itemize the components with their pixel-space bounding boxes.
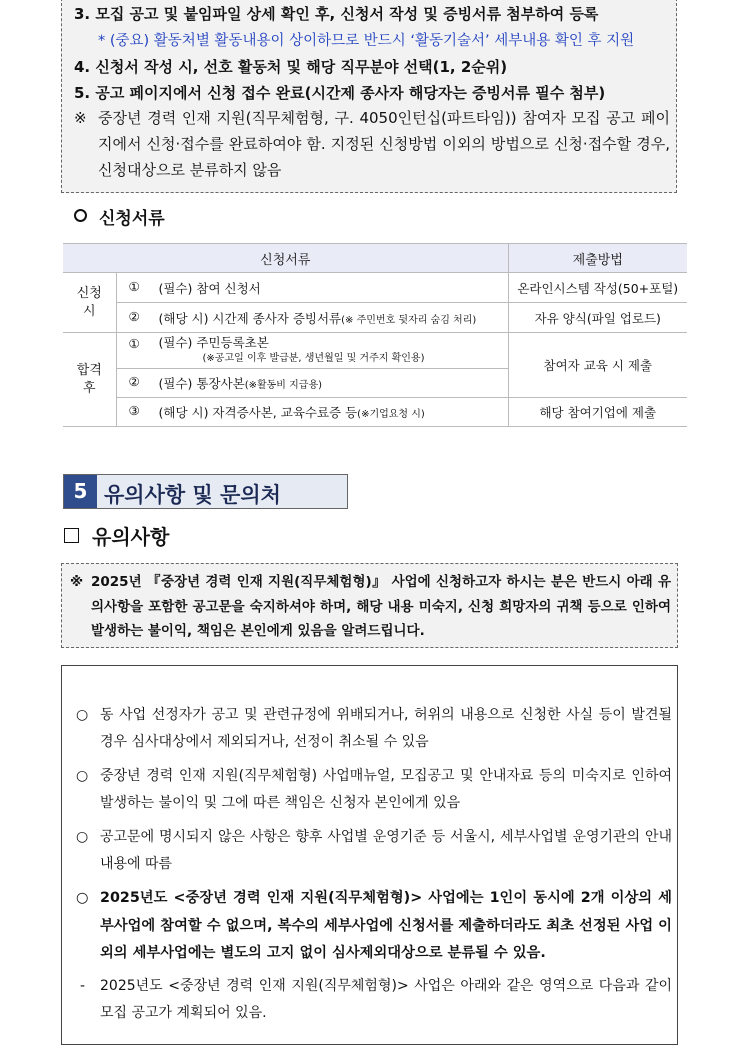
list-item: ○ 중장년 경력 인재 지원(직무체험형) 사업매뉴얼, 모집공고 및 안내자료 등의 미숙지로 인하여 발생하는 불이익 및 그에 따른 책임은 신청자 본인에게 있음	[76, 768, 672, 811]
step-4: 4. 신청서 작성 시, 선호 활동처 및 해당 직무분야 선택(1, 2순위)	[74, 58, 508, 76]
warning-box	[61, 563, 678, 648]
warning-mark: ※	[70, 574, 84, 590]
list-item: ○ 공고문에 명시되지 않은 사항은 향후 사업별 운영기준 등 서울시, 세부사업별 운영기관의 안내 내용에 따름	[76, 829, 672, 872]
step-3-note: * (중요) 활동처별 활동내용이 상이하므로 반드시 ‘활동기술서’ 세부내용 확인 후 지원	[98, 33, 635, 49]
section-5-header	[63, 474, 348, 509]
table-row: ② (필수) 통장사본(※활동비 지급용)	[63, 369, 687, 398]
section-title: 유의사항 및 문의처	[104, 483, 281, 507]
group-on-application: 신청시	[63, 273, 116, 333]
header-method: 제출방법	[508, 244, 687, 273]
step-5: 5. 공고 페이지에서 신청 접수 완료(시간제 종사자 해당자는 증빙서류 필수 첨부)	[74, 84, 606, 102]
dash-item: - 2025년도 <중장년 경력 인재 지원(직무체험형)> 사업은 아래와 같은 영역으로 다음과 같이 모집 공고가 계획되어 있음.	[80, 978, 672, 1021]
header-documents: 신청서류	[63, 244, 508, 273]
notes-box	[61, 665, 678, 1045]
table-row: ② (해당 시) 시간제 종사자 증빙서류(※ 주민번호 뒷자리 숨김 처리) 자유 양식(파일 업로드)	[63, 303, 687, 333]
group-after-pass: 합격후	[63, 333, 116, 427]
note-text: 중장년 경력 인재 지원(직무체험형, 구. 4050인턴십(파트타임)) 참여자 모집 공고 페이지에서 신청·접수를 완료하여야 함. 지정된 신청방법 이외의 방법으로 신청·접수할 경우, 신청대상으로 분류하지 않음	[98, 109, 670, 179]
square-bullet-icon	[64, 528, 79, 543]
documents-table	[63, 243, 687, 427]
application-note	[74, 105, 670, 183]
section-number: 5	[64, 475, 97, 508]
note-mark: ※	[74, 109, 87, 127]
step-3: 3. 모집 공고 및 붙임파일 상세 확인 후, 신청서 작성 및 증빙서류 첨부하여 등록	[74, 5, 599, 23]
application-steps-box	[61, 0, 677, 193]
warning-text: 2025년 『중장년 경력 인재 지원(직무체험형)』 사업에 신청하고자 하시는 분은 반드시 아래 유의사항을 포함한 공고문을 숙지하셔야 하며, 해당 내용 미숙지, 신청 희망자의 귀책 등으로 인하여 발생하는 불이익, 책임은 본인에게 있음을 알려드립니다.	[91, 574, 671, 639]
table-row: ③ (해당 시) 자격증사본, 교육수료증 등(※기업요청 시) 해당 참여기업에 제출	[63, 398, 687, 427]
table-header-row	[63, 244, 687, 273]
list-item: ○ 동 사업 선정자가 공고 및 관련규정에 위배되거나, 허위의 내용으로 신청한 사실 등이 발견될 경우 심사대상에서 제외되거나, 선정이 취소될 수 있음	[76, 707, 672, 750]
table-row: 신청시 ① (필수) 참여 신청서 온라인시스템 작성(50+포털)	[63, 273, 687, 303]
list-item-emphasis: ○ 2025년도 <중장년 경력 인재 지원(직무체험형)> 사업에는 1인이 동시에 2개 이상의 세부사업에 참여할 수 없으며, 복수의 세부사업에 신청서를 제출하더라도 최초 선정된 사업 이외의 세부사업에는 별도의 고지 없이 심사제외대상으로 분류될 수 있음.	[76, 890, 672, 961]
documents-heading: 신청서류	[74, 204, 165, 229]
notes-subheading: 유의사항	[64, 521, 169, 550]
circle-bullet-icon	[74, 209, 87, 222]
table-row: 합격후 ① (필수) 주민등록초본 (※공고일 이후 발급분, 생년월일 및 거주지 확인용) 참여자 교육 시 제출	[63, 333, 687, 369]
